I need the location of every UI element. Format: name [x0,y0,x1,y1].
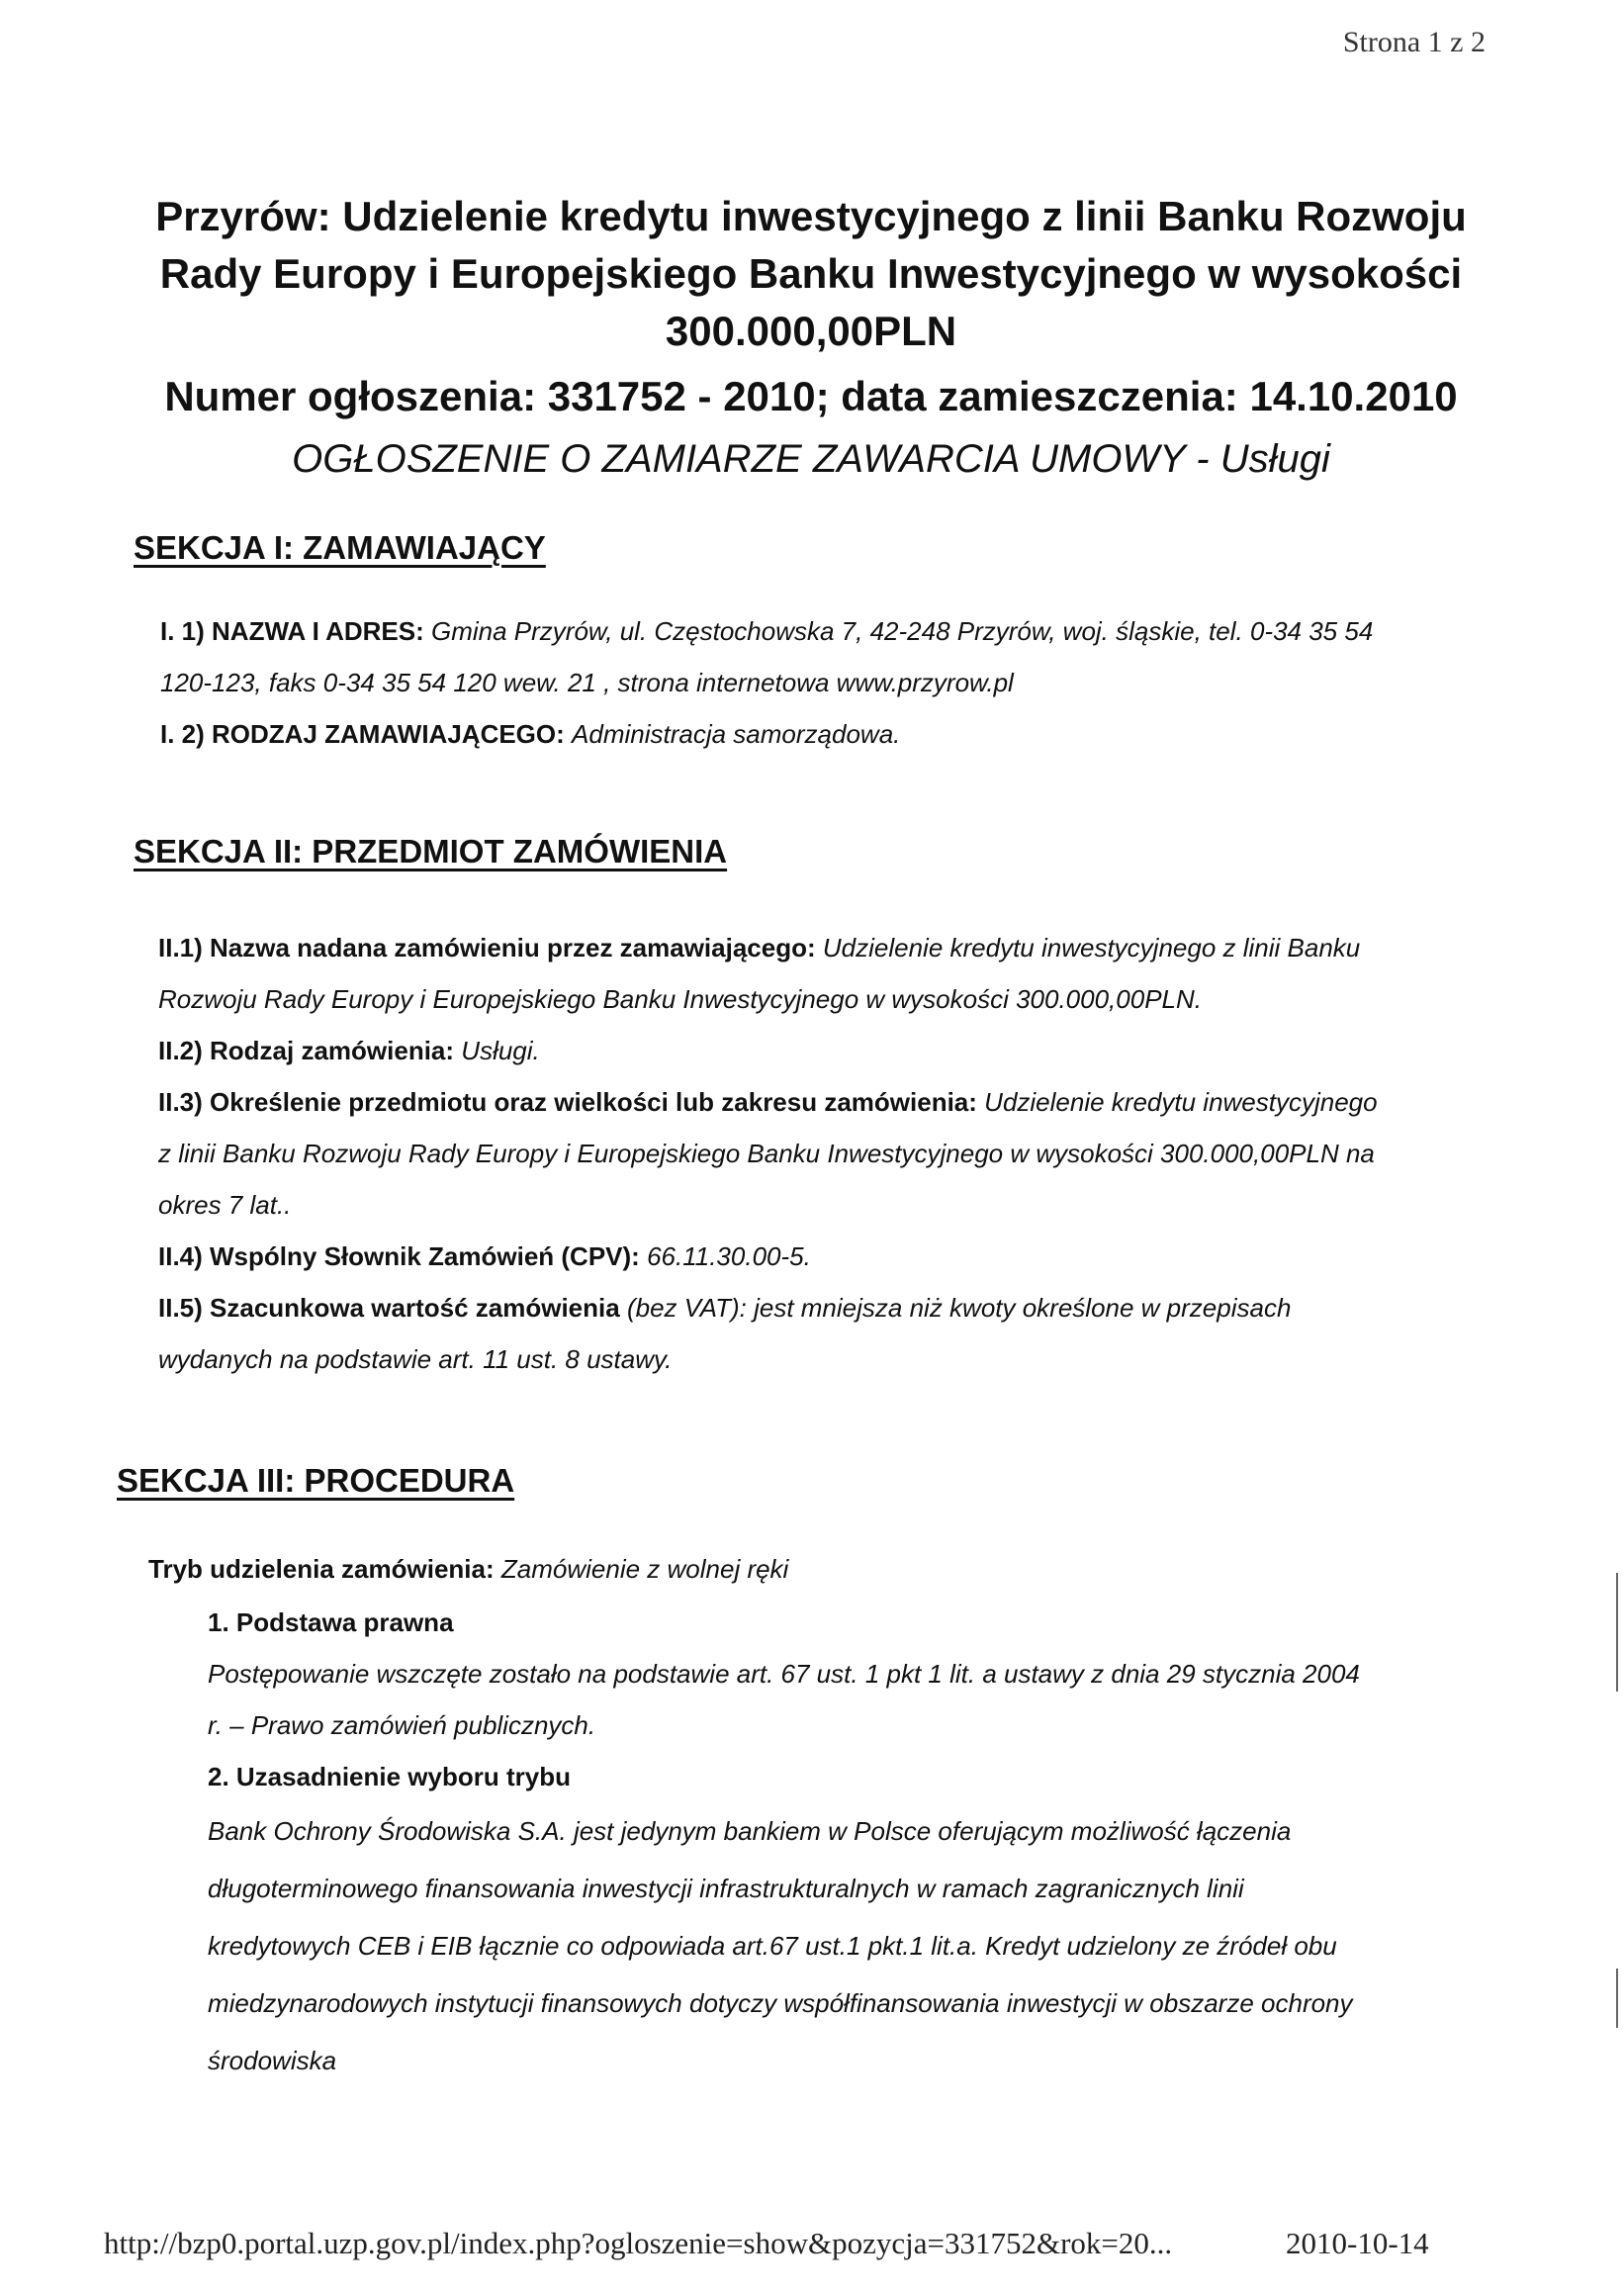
field-value: Usługi. [461,1036,540,1065]
document-title-block [148,188,1474,489]
field-value: 120-123, faks 0-34 35 54 120 wew. 21 , strona internetowa www.przyrow.pl [160,668,1014,697]
title-line-1: Przyrów: Udzielenie kredytu inwestycyjnego z linii Banku Rozwoju [155,193,1467,239]
justification-line-1 [208,1802,1484,1860]
announcement-number-line: Numer ogłoszenia: 331752 - 2010; data zamieszczenia: 14.10.2010 [164,373,1458,419]
field-value: 66.11.30.00-5. [647,1241,811,1271]
section-3-body [208,1597,1484,2089]
contracting-authority-name-address-cont [160,657,1476,708]
legal-basis-line-2 [208,1699,1484,1751]
contract-scope-cont-1 [158,1128,1484,1179]
field-label: II.3) Określenie przedmiotu oraz wielkości lub zakresu zamówienia: [158,1087,977,1117]
award-mode [148,1543,1474,1595]
footer-url: http://bzp0.portal.uzp.gov.pl/index.php?ogloszenie=show&pozycja=331752&rok=20... [104,2226,1173,2260]
justification-line-4 [208,1974,1484,2032]
page-indicator: Strona 1 z 2 [1342,26,1486,58]
field-label: I. 2) RODZAJ ZAMAWIAJĄCEGO: [160,719,565,749]
section-1-body [160,605,1476,760]
field-label: II.1) Nazwa nadana zamówieniu przez zamawiającego: [158,933,816,963]
estimated-value-cont [158,1333,1484,1385]
field-value: okres 7 lat.. [158,1190,292,1220]
field-value: Administracja samorządowa. [572,719,901,749]
legal-basis-heading [208,1597,1484,1648]
field-value: Udzielenie kredytu inwestycyjnego z linii Banku [822,933,1361,963]
subheading-text: 1. Podstawa prawna [208,1607,454,1637]
contract-name [158,922,1484,973]
cpv-code [158,1231,1484,1282]
field-value: z linii Banku Rozwoju Rady Europy i Europejskiego Banku Inwestycyjnego w wysokości 300.000,00PLN na [158,1139,1375,1168]
title-line-2: Rady Europy i Europejskiego Banku Inwestycyjnego w wysokości [159,250,1463,297]
field-label: Tryb udzielenia zamówienia: [148,1554,495,1584]
justification-line-5 [208,2032,1484,2089]
section-1-heading: SEKCJA I: ZAMAWIAJĄCY [134,529,546,566]
contracting-authority-type [160,708,1476,760]
field-value: Zamówienie z wolnej ręki [500,1554,789,1584]
estimated-value [158,1282,1484,1333]
section-2-heading: SEKCJA II: PRZEDMIOT ZAMÓWIENIA [134,833,728,870]
contracting-authority-name-address [160,605,1476,657]
justification-line-2 [208,1860,1484,1917]
title-line-3: 300.000,00PLN [665,308,957,354]
scan-edge-mark [1616,1969,1618,2028]
notice-type-separator: - [1185,437,1220,481]
contract-scope-cont-2 [158,1179,1484,1231]
paragraph-text: Postępowanie wszczęte zostało na podstawie art. 67 ust. 1 pkt 1 lit. a ustawy z dnia 29 stycznia 2004 [208,1659,1360,1689]
contract-name-cont [158,973,1484,1025]
paragraph-text: miedzynarodowych instytucji finansowych dotyczy współfinansowania inwestycji w obszarze ochrony [208,1988,1353,2018]
paragraph-text: środowiska [208,2046,337,2075]
contract-kind [158,1025,1484,1076]
section-2-body [158,922,1484,1385]
justification-heading [208,1751,1484,1802]
field-note: (bez VAT): [626,1293,747,1323]
paragraph-text: r. – Prawo zamówień publicznych. [208,1710,596,1740]
footer-date: 2010-10-14 [1286,2226,1429,2260]
subheading-text: 2. Uzasadnienie wyboru trybu [208,1762,571,1791]
field-value: wydanych na podstawie art. 11 ust. 8 ustawy. [158,1344,673,1374]
field-label: I. 1) NAZWA I ADRES: [160,616,424,646]
scan-edge-mark [1616,1573,1618,1692]
legal-basis-line-1 [208,1648,1484,1699]
notice-type: OGŁOSZENIE O ZAMIARZE ZAWARCIA UMOWY [292,437,1186,481]
paragraph-text: kredytowych CEB i EIB łącznie co odpowiada art.67 ust.1 pkt.1 lit.a. Kredyt udzielony ze źródeł obu [208,1931,1337,1961]
notice-type-line [148,429,1474,489]
field-value: jest mniejsza niż kwoty określone w przepisach [754,1293,1292,1323]
field-value: Gmina Przyrów, ul. Częstochowska 7, 42-248 Przyrów, woj. śląskie, tel. 0-34 35 54 [430,616,1374,646]
field-label: II.4) Wspólny Słownik Zamówień (CPV): [158,1241,640,1271]
field-value: Udzielenie kredytu inwestycyjnego [984,1087,1378,1117]
contract-type: Usługi [1219,437,1330,481]
paragraph-text: Bank Ochrony Środowiska S.A. jest jedynym bankiem w Polsce oferującym możliwość łączenia [208,1816,1292,1846]
field-value: Rozwoju Rady Europy i Europejskiego Banku Inwestycyjnego w wysokości 300.000,00PLN. [158,984,1203,1014]
field-label: II.5) Szacunkowa wartość zamówienia [158,1293,620,1323]
justification-line-3 [208,1917,1484,1974]
field-label: II.2) Rodzaj zamówienia: [158,1036,455,1065]
paragraph-text: długoterminowego finansowania inwestycji infrastrukturalnych w ramach zagranicznych linii [208,1874,1244,1903]
section-3-heading: SEKCJA III: PROCEDURA [117,1462,515,1499]
contract-scope [158,1076,1484,1128]
